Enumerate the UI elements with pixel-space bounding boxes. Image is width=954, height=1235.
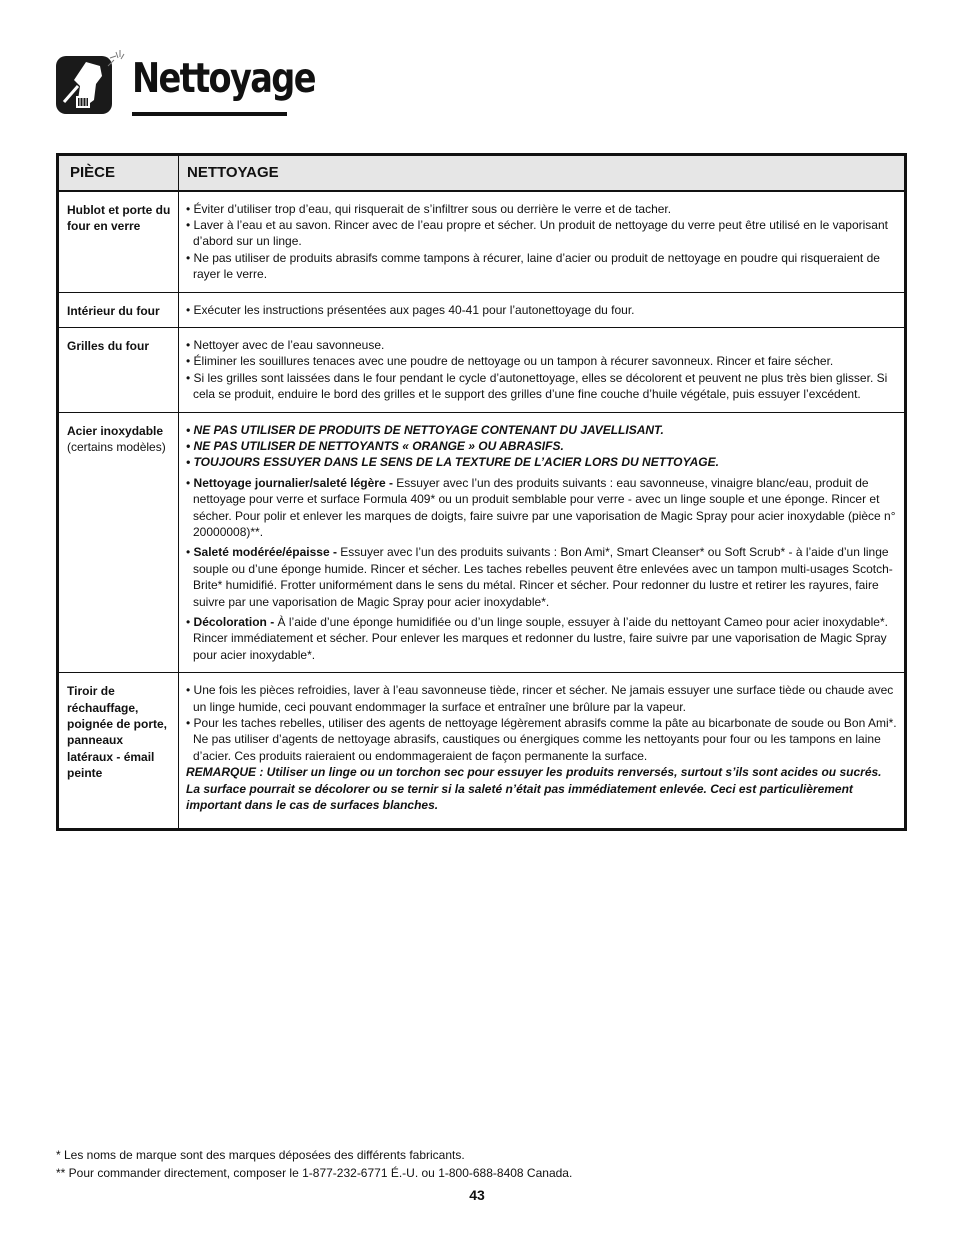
cleaning-cell	[179, 673, 906, 829]
table-row	[58, 673, 906, 829]
sparkle-icon	[106, 48, 128, 70]
cleaning-cell	[179, 191, 906, 293]
list-item: • Une fois les pièces refroidies, laver à l’eau savonneuse tiède, rincer et sécher. Ne jamais essuyer une surface tiède ou chaude avec un linge humide, ceci pouvant endommager la surface et entraîner une brûlure par la vapeur.	[186, 683, 894, 714]
footnote: * Les noms de marque sont des marques déposées des différents fabricants.	[56, 1148, 465, 1162]
page-number: 43	[469, 1187, 485, 1203]
warning-item: • NE PAS UTILISER DE NETTOYANTS « ORANGE » OU ABRASIFS.	[186, 438, 564, 453]
remark-note: REMARQUE : Utiliser un linge ou un torchon sec pour essuyer les produits renversés, surtout s’ils sont acides ou sucrés. La surface pourrait se décolorer ou se ternir si la saleté n’était pas immédiatement enlevée. Ceci est particulièrement important dans le cas de surfaces blanches.	[186, 765, 882, 813]
column-header-piece: PIÈCE	[58, 155, 179, 191]
list-item: • Saleté modérée/épaisse - Essuyer avec l’un des produits suivants : Bon Ami*, Smart Cleanser* ou Soft Scrub* - à l’aide d’un linge souple ou d’une éponge humide. Rincer et sécher. Les taches rebelles peuvent être enlevées avec un tampon multi-usages Scotch-Brite* humidifié. Frotter uniformément dans le sens du métal. Rincer et sécher. Pour redonner du lustre et retirer les rayures, faire suivre par une vaporisation de Magic Spray pour acier inoxydable*.	[186, 545, 893, 609]
list-item: • Nettoyage journalier/saleté légère - Essuyer avec l’un des produits suivants : eau savonneuse, vinaigre blanc/eau, produit de nettoyage pour verre et surface Formula 409* ou un produit semblable pour verre - avec un linge souple et une éponge. Rincer et sécher. Pour polir et enlever les marques de doigts, faire suivre par une vaporisation de Magic Spray pour acier inoxydable (pièce n° 20000008)**.	[186, 475, 896, 539]
piece-sublabel: (certains modèles)	[67, 439, 166, 454]
warning-item: • NE PAS UTILISER DE PRODUITS DE NETTOYAGE CONTENANT DU JAVELLISANT.	[186, 422, 664, 437]
table-row	[58, 292, 906, 327]
piece-cell: Tiroir de réchauffage, poignée de porte, panneaux latéraux - émail peinte	[58, 673, 179, 829]
cleaning-spray-icon	[56, 56, 112, 114]
piece-cell: Intérieur du four	[58, 292, 179, 327]
table-header-row	[58, 155, 906, 191]
page-title: Nettoyage	[132, 54, 315, 102]
warning-item: • TOUJOURS ESSUYER DANS LE SENS DE LA TEXTURE DE L’ACIER LORS DU NETTOYAGE.	[186, 455, 719, 470]
column-header-cleaning: NETTOYAGE	[179, 155, 906, 191]
list-item: • Éviter d’utiliser trop d’eau, qui risquerait de s’infiltrer sous ou derrière le verre et de tacher.	[186, 201, 672, 216]
cleaning-cell	[179, 327, 906, 412]
piece-label: Acier inoxydable	[67, 423, 164, 438]
list-item: • Ne pas utiliser de produits abrasifs comme tampons à récurer, laine d’acier ou produit de nettoyage en poudre qui risqueraient de rayer le verre.	[186, 250, 880, 282]
cleaning-cell	[179, 292, 906, 327]
footnote: ** Pour commander directement, composer le 1-877-232-6771 É.-U. ou 1-800-688-8408 Canada.	[56, 1166, 573, 1180]
list-item: • Éliminer les souillures tenaces avec une poudre de nettoyage ou un tampon à récurer savonneux. Rincer et faire sécher.	[186, 354, 834, 369]
list-item: • Nettoyer avec de l’eau savonneuse.	[186, 337, 385, 352]
cleaning-table	[56, 153, 907, 831]
table-row	[58, 327, 906, 412]
list-item: • Si les grilles sont laissées dans le four pendant le cycle d’autonettoyage, elles se décolorent et peuvent ne plus très bien glisser. Si cela se produit, enduire le bord des grilles et le support des grilles d’une fine couche d’huile végétale, puis essuyer l’excédent.	[186, 370, 888, 402]
table-row	[58, 412, 906, 673]
piece-cell	[58, 412, 179, 673]
piece-cell: Grilles du four	[58, 327, 179, 412]
cleaning-cell	[179, 412, 906, 673]
title-underline	[132, 112, 287, 116]
list-item: • Pour les taches rebelles, utiliser des agents de nettoyage légèrement abrasifs comme la pâte au bicarbonate de soude ou Bon Ami*. Ne pas utiliser d’agents de nettoyage abrasifs, caustiques ou énergiques comme les nettoyants pour four ou les tampons en laine d’acier. Ces produits raieraient ou endommageraient de façon permanente la surface.	[186, 716, 897, 763]
list-item: • Décoloration - À l’aide d’une éponge humidifiée ou d’un linge souple, essuyer à l’aide du nettoyant Cameo pour acier inoxydable*. Rincer immédiatement et sécher. Pour enlever les marques et redonner du lustre, faire suivre par une vaporisation de Magic Spray pour acier inoxydable*.	[186, 615, 888, 662]
list-item: • Exécuter les instructions présentées aux pages 40-41 pour l’autonettoyage du four.	[186, 302, 635, 317]
piece-cell: Hublot et porte du four en verre	[58, 191, 179, 293]
table-row	[58, 191, 906, 293]
footnotes	[56, 1146, 572, 1182]
page-header	[56, 46, 456, 118]
list-item: • Laver à l’eau et au savon. Rincer avec de l’eau propre et sécher. Un produit de nettoyage du verre peut être utilisé en le vaporisant d’abord sur un linge.	[186, 217, 888, 249]
